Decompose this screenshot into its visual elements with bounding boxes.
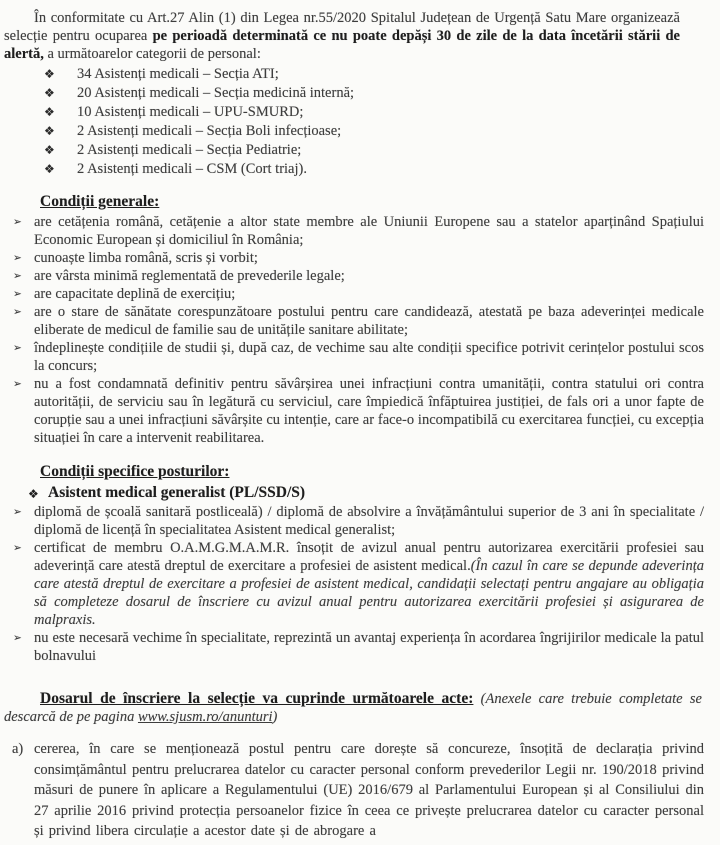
intro-text-after: a următoarelor categorii de personal: <box>43 46 261 62</box>
dossier-note-before-link: (Anexele care trebuie completate se descarcă de pe pagina <box>4 691 702 725</box>
condition-text: cunoaște limba română, scris și vorbit; <box>34 250 258 266</box>
specific-conditions-list <box>4 503 704 665</box>
position-item-label: 34 Asistenți medicali – Secția ATI; <box>77 66 279 82</box>
diamond-bullet-icon: ❖ <box>44 105 55 119</box>
intro-text-before: În conformitate cu Art.27 Alin (1) din Legea nr.55/2020 Spitalul Județean de Urgență Satu Mare organizează selecție pentru ocuparea <box>4 10 680 44</box>
list-item <box>4 539 704 629</box>
diamond-bullet-icon: ❖ <box>44 124 55 138</box>
condition-text: diplomă de școală sanitară postliceală) / diplomă de absolvire a învățământului superior de 3 ani în specialitate / diplomă de licență în specialitatea Asistent medical generalist; <box>34 504 704 538</box>
arrow-bullet-icon: ➢ <box>13 306 22 318</box>
condition-text: nu a fost condamnată definitiv pentru săvârșirea unei infracțiuni contra umanității, contra statului ori contra autorității, de serviciu sau în legătură cu serviciul, care împiedică înfăptuirea justiției, de fals ori a unor fapte de corupție sau a unei infracțiuni săvârșite cu intenție, care ar face-o incompatibilă cu exercitarea funcției, cu excepția situației în care a intervenit reabilitarea. <box>34 376 704 446</box>
condition-text: îndeplinește condițiile de studii și, după caz, de vechime sau alte condiții specifice potrivit cerințelor postului scos la concurs; <box>34 340 704 374</box>
position-item-label: 20 Asistenți medicali – Secția medicină internă; <box>77 85 355 101</box>
list-item <box>4 249 704 267</box>
arrow-bullet-icon: ➢ <box>13 342 22 354</box>
list-item <box>4 303 704 339</box>
list-item <box>4 267 704 285</box>
arrow-bullet-icon: ➢ <box>13 288 22 300</box>
item-a-marker: a) <box>12 741 24 757</box>
general-conditions-heading: Condiții generale: <box>40 193 160 210</box>
arrow-bullet-icon: ➢ <box>13 252 22 264</box>
condition-note-italic: (În cazul în care se depunde adeverința care atestă dreptul de exercitare a profesiei de asistent medical, candidații selectați pentru angajare au obligația să completeze dosarul de înscriere cu avizul anual pentru autorizarea exercitării profesiei și asigurarea de malpraxis. <box>34 558 704 628</box>
job-title-label: Asistent medical generalist (PL/SSD/S) <box>48 484 306 501</box>
condition-text: certificat de membru O.A.M.G.M.A.M.R. însoțit de avizul anual pentru autorizarea exercitării profesiei sau adeverință care atestă dreptul de exercitare a profesiei de asistent medical. <box>34 540 704 574</box>
arrow-bullet-icon: ➢ <box>13 506 22 518</box>
condition-text: are vârsta minimă reglementată de prevederile legale; <box>34 268 345 284</box>
condition-text: are cetățenia română, cetățenie a altor state membre ale Uniunii Europene sau a statelor aparținând Spațiului Economic European și domiciliul în România; <box>34 214 704 248</box>
list-item <box>4 629 704 665</box>
diamond-bullet-icon: ❖ <box>44 86 55 100</box>
list-item <box>4 84 704 103</box>
condition-text: nu este necesară vechime în specialitate, reprezintă un avantaj experiența în acordarea îngrijirilor medicale la patul bolnavului <box>34 630 704 664</box>
dossier-heading: Dosarul de înscriere la selecție va cuprinde următoarele acte: <box>40 690 474 707</box>
diamond-bullet-icon: ❖ <box>44 67 55 81</box>
list-item <box>4 285 704 303</box>
lettered-item-a <box>4 739 704 842</box>
condition-text: are o stare de sănătate corespunzătoare postului pentru care candidează, atestată pe baza adeverinței medicale eliberate de medicul de familie sau de unitățile sanitare abilitate; <box>34 304 704 338</box>
position-item-label: 2 Asistenți medicali – CSM (Cort triaj). <box>77 161 307 177</box>
intro-text-bold: pe perioadă determinată ce nu poate depăși 30 de zile de la data încetării stării de alertă, <box>4 28 680 62</box>
intro-paragraph <box>4 9 680 63</box>
list-item <box>4 65 704 84</box>
diamond-bullet-icon: ❖ <box>44 162 55 176</box>
list-item <box>4 339 704 375</box>
position-item-label: 10 Asistenți medicali – UPU-SMURD; <box>77 104 304 120</box>
arrow-bullet-icon: ➢ <box>13 542 22 554</box>
list-item <box>4 103 704 122</box>
list-item <box>4 122 704 141</box>
list-item <box>4 141 704 160</box>
arrow-bullet-icon: ➢ <box>13 216 22 228</box>
diamond-bullet-icon: ❖ <box>44 143 55 157</box>
arrow-bullet-icon: ➢ <box>13 632 22 644</box>
specific-conditions-heading: Condiții specifice posturilor: <box>40 463 230 480</box>
list-item <box>4 375 704 447</box>
list-item <box>4 160 704 179</box>
position-item-label: 2 Asistenți medicali – Secția Boli infecțioase; <box>77 123 342 139</box>
dossier-note-after-link: ) <box>272 709 278 725</box>
position-item-label: 2 Asistenți medicali – Secția Pediatrie; <box>77 142 302 158</box>
arrow-bullet-icon: ➢ <box>13 270 22 282</box>
list-item <box>4 213 704 249</box>
positions-list <box>4 65 704 179</box>
item-a-text: cererea, în care se menționează postul pentru care dorește să concureze, însoțită de declarația privind consimțământul pentru prelucrarea datelor cu caracter personal conform prevederilor Legii nr. 190/2018 privind măsuri de punere în aplicare a Regulamentului (UE) 2016/679 al Parlamentului European și al Consiliului din 27 aprilie 2016 privind protecția persoanelor fizice în ceea ce privește prelucrarea datelor cu caracter personal și privind libera circulație a acestor date și de abrogare a <box>34 741 704 839</box>
job-title-subheading <box>4 483 704 503</box>
general-conditions-list <box>4 213 704 447</box>
list-item <box>4 503 704 539</box>
dossier-paragraph <box>4 690 702 726</box>
website-url-link: www.sjusm.ro/anunturi <box>137 709 273 725</box>
diamond-bullet-icon: ❖ <box>28 487 39 501</box>
arrow-bullet-icon: ➢ <box>13 378 22 390</box>
condition-text: are capacitate deplină de exercițiu; <box>34 286 236 302</box>
